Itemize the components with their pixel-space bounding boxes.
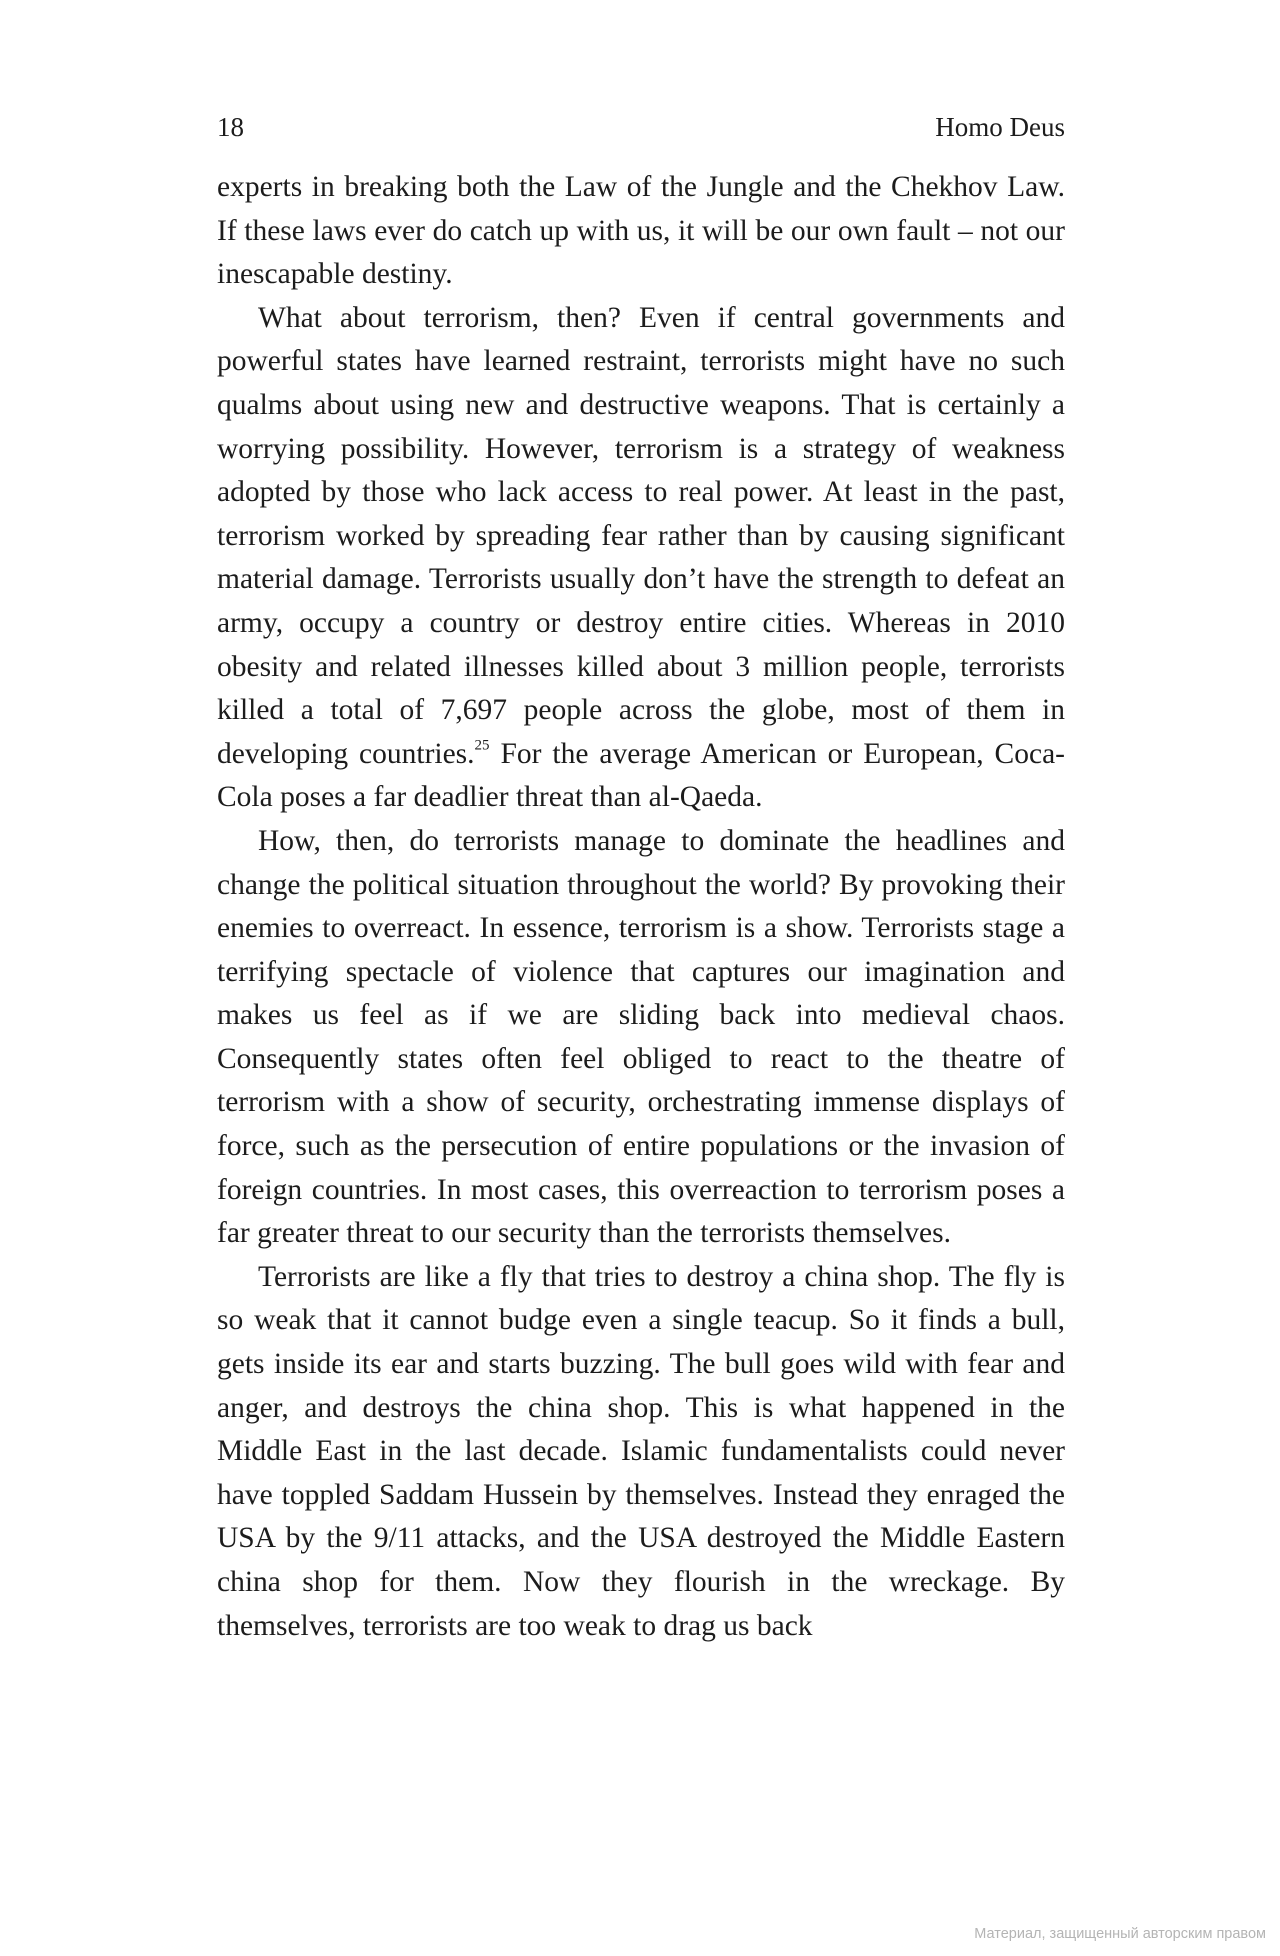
- paragraph-4: [217, 1256, 1065, 1648]
- copyright-watermark: Материал, защищенный авторским правом: [974, 1926, 1266, 1942]
- book-page: [217, 112, 1065, 1648]
- paragraph-1-text: experts in breaking both the Law of the Jungle and the Chekhov Law. If these laws ever do catch up with us, it will be our own fault – not our inescapable destiny.: [217, 171, 1065, 291]
- paragraph-4-text: Terrorists are like a fly that tries to destroy a china shop. The fly is so weak that it cannot budge even a single teacup. So it finds a bull, gets inside its ear and starts buzzing. The bull goes wild with fear and anger, and destroys the china shop. This is what happened in the Middle East in the last decade. Islamic fundamentalists could never have toppled Saddam Hussein by themselves. Instead they enraged the USA by the 9/11 attacks, and the USA destroyed the Middle Eastern china shop for them. Now they flourish in the wreckage. By themselves, terrorists are too weak to drag us back: [217, 1260, 1065, 1642]
- paragraph-2-text: What about terrorism, then? Even if central governments and powerful states have learned restraint, terrorists might have no such qualms about using new and destructive weapons. That is certainly a worrying possibility. However, terrorism is a strategy of weakness adopted by those who lack access to real power. At least in the past, terrorism worked by spreading fear rather than by causing significant material damage. Terrorists usually don’t have the strength to defeat an army, occupy a country or destroy entire cities. Whereas in 2010 obesity and related illnesses killed about 3 million people, terrorists killed a total of 7,697 people across the globe, most of them in developing countries.: [217, 301, 1065, 770]
- running-head: [217, 112, 1065, 156]
- paragraph-2-text-continued: For the average American or European, Coca-Cola poses a far deadlier threat than al-Qaeda.: [217, 737, 1065, 814]
- page-number: 18: [217, 112, 244, 142]
- paragraph-1: [217, 166, 1065, 297]
- paragraph-2: [217, 297, 1065, 820]
- footnote-marker[interactable]: 25: [474, 737, 490, 754]
- paragraph-3-text: How, then, do terrorists manage to dominate the headlines and change the political situation throughout the world? By provoking their enemies to overreact. In essence, terrorism is a show. Terrorists stage a terrifying spectacle of violence that captures our imagination and makes us feel as if we are sliding back into medieval chaos. Consequently states often feel obliged to react to the theatre of terrorism with a show of security, orchestrating immense displays of force, such as the persecution of entire populations or the invasion of foreign countries. In most cases, this overreaction to terrorism poses a far greater threat to our security than the terrorists themselves.: [217, 824, 1065, 1250]
- book-title: Homo Deus: [935, 112, 1065, 142]
- paragraph-3: [217, 820, 1065, 1256]
- body-text: [217, 166, 1065, 1648]
